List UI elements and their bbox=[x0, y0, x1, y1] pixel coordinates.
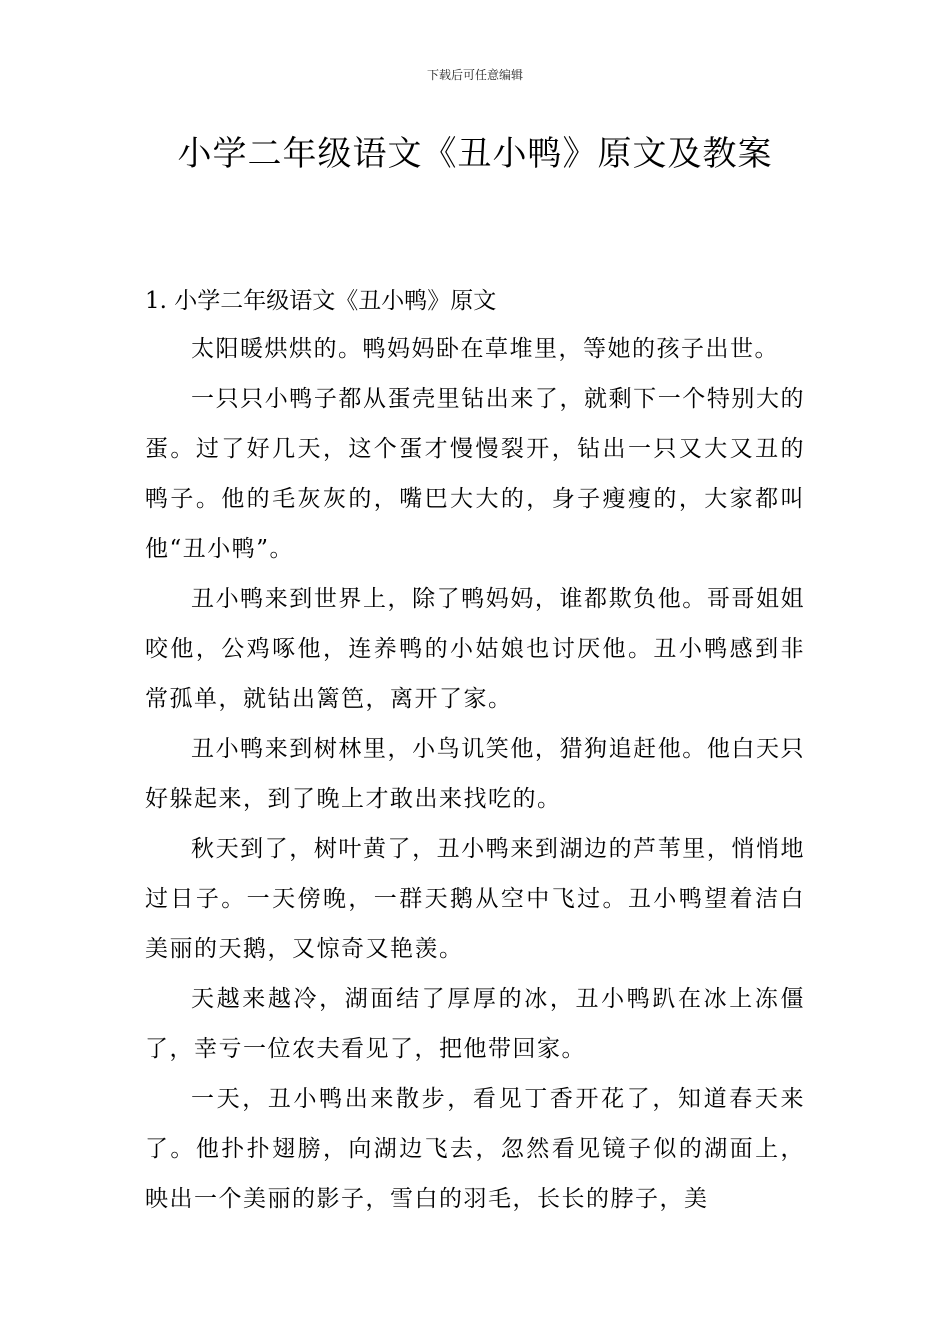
paragraph-5: 秋天到了，树叶黄了，丑小鸭来到湖边的芦苇里，悄悄地过日子。一天傍晚，一群天鹅从空中飞过。丑小鸭望着洁白美丽的天鹅，又惊奇又艳羡。 bbox=[145, 836, 805, 962]
paragraph-1: 太阳暖烘烘的。鸭妈妈卧在草堆里，等她的孩子出世。 bbox=[191, 336, 779, 362]
header-note: 下载后可任意编辑 bbox=[426, 68, 523, 82]
paragraph-7: 一天，丑小鸭出来散步，看见丁香开花了，知道春天来了。他扑扑翅膀，向湖边飞去，忽然看见镜子似的湖面上，映出一个美丽的影子，雪白的羽毛，长长的脖子，美 bbox=[145, 1086, 805, 1212]
document-body bbox=[145, 284, 805, 1224]
paragraph-3: 丑小鸭来到世界上，除了鸭妈妈，谁都欺负他。哥哥姐姐咬他，公鸡啄他，连养鸭的小姑娘也讨厌他。丑小鸭感到非常孤单，就钻出篱笆，离开了家。 bbox=[145, 586, 805, 712]
paragraph-6: 天越来越冷，湖面结了厚厚的冰，丑小鸭趴在冰上冻僵了，幸亏一位农夫看见了，把他带回家。 bbox=[145, 986, 805, 1062]
paragraph-2: 一只只小鸭子都从蛋壳里钻出来了，就剩下一个特别大的蛋。过了好几天，这个蛋才慢慢裂开，钻出一只又大又丑的鸭子。他的毛灰灰的，嘴巴大大的，身子瘦瘦的，大家都叫他“丑小鸭”。 bbox=[145, 386, 805, 562]
document-title: 小学二年级语文《丑小鸭》原文及教案 bbox=[177, 134, 773, 174]
paragraph-4: 丑小鸭来到树林里，小鸟讥笑他，猎狗追赶他。他白天只好躲起来，到了晚上才敢出来找吃的。 bbox=[145, 736, 805, 812]
section-heading: 1. 小学二年级语文《丑小鸭》原文 bbox=[145, 288, 497, 314]
